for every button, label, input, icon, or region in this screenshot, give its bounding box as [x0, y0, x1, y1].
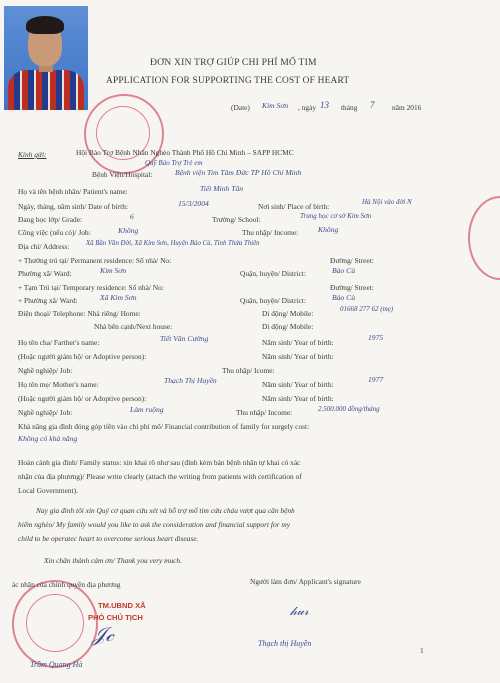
- temporary-ward-label: + Phường xã/ Ward:: [18, 296, 78, 305]
- mother-job: Làm ruộng: [130, 405, 164, 414]
- date-label: (Date): [231, 103, 250, 112]
- permanent-district-label: Quận, huyện/ District:: [240, 269, 306, 278]
- mother-yob: 1977: [368, 375, 384, 384]
- grade-value: 6: [130, 212, 134, 221]
- mobile-value: 01668 277 62 (mẹ): [340, 305, 394, 313]
- mother-guardian-label: (Hoặc người giám hộ/ or Adoptive person):: [18, 394, 147, 403]
- mobile-label: Di động/ Mobile:: [262, 309, 314, 318]
- temporary-ward: Xã Kim Sơn: [100, 293, 137, 302]
- address-value: Xã Bần Văn Đời, Xã Kim Sơn, Huyện Bảo Cù, Tỉnh Thừa Thiên: [86, 240, 260, 247]
- mother-job-label: Nghề nghiệp/ Job:: [18, 408, 73, 417]
- father-name-label: Họ tên cha/ Farther's name:: [18, 338, 100, 347]
- temporary-district-label: Quận, huyện/ District:: [240, 296, 306, 305]
- official-seal-bottom: [12, 580, 98, 668]
- mother-yob-label: Năm sinh/ Year of birth:: [262, 380, 334, 389]
- addressee-org: Hội Bảo Trợ Bệnh Nhân Nghèo Thành Phố Hồ Chí Minh – SAPP HCMC: [76, 148, 294, 157]
- father-yob: 1975: [368, 333, 384, 342]
- date-place: Kim Sơn: [262, 101, 289, 110]
- title-en: APPLICATION FOR SUPPORTING THE COST OF HEART: [106, 76, 350, 86]
- temporary-label: + Tạm Trú tại/ Temporary residence: Số nhà/ No:: [18, 283, 164, 292]
- day-label: , ngày: [298, 103, 317, 112]
- dob-label: Ngày, tháng, năm sinh/ Date of birth:: [18, 202, 128, 211]
- month-label: tháng: [341, 103, 358, 112]
- school-label: Trường/ School:: [212, 215, 261, 224]
- income-value: Không: [318, 225, 339, 234]
- applicant-name: Thạch thị Huyền: [258, 639, 312, 648]
- official-seal-right: [468, 196, 500, 280]
- status-line-2: nhận của địa phương)/ Please write clearly (attach the writing from patients with certification of: [18, 472, 302, 481]
- address-label: Địa chỉ/ Address:: [18, 242, 70, 251]
- official-signature: 𝒥𝒸: [92, 622, 114, 646]
- father-guardian-label: (Hoặc người giám hộ/ or Adoptive person):: [18, 352, 147, 361]
- request-line-1: Nay gia đình tôi xin Quý cơ quan cứu xét và hỗ trợ mổ tim cứu cháu vượt qua căn bệnh: [36, 506, 295, 515]
- financial-value: Không có khả năng: [18, 434, 78, 443]
- mother-income-label: Thu nhập/ Income:: [236, 408, 293, 417]
- mother-name-label: Họ tên mẹ/ Mother's name:: [18, 380, 99, 389]
- official-name: Trầm Quang Hà: [30, 660, 83, 669]
- applicant-label: Người làm đơn/ Applicant's signature: [250, 577, 361, 586]
- status-line-1: Hoàn cảnh gia đình/ Family status: xin khai rõ như sau (đính kèm bản bệnh nhân tự khai có xác: [18, 458, 301, 467]
- temporary-district: Bảo Cù: [332, 293, 355, 302]
- pob-label: Nơi sinh/ Place of birth:: [258, 202, 330, 211]
- page-number: 1: [420, 646, 424, 655]
- temporary-street-label: Đường/ Street:: [330, 283, 374, 292]
- school-value: Trung học cơ sở Kim Sơn: [300, 212, 372, 220]
- applicant-signature: 𝒽𝓊𝓇: [290, 604, 309, 618]
- addressee-fund: Quỹ Bảo Trợ Trẻ em: [145, 159, 203, 167]
- neighbor-label: Nhà bên cạnh/Next house:: [94, 322, 173, 331]
- applicant-photo: [4, 6, 88, 110]
- permanent-street-label: Đường/ Street:: [330, 256, 374, 265]
- father-income-label: Thu nhập/ Icome:: [222, 366, 275, 375]
- job-label: Công việc (nếu có)/ Job:: [18, 228, 91, 237]
- dob-value: 15/3/2004: [178, 199, 209, 208]
- status-line-3: Local Government).: [18, 486, 78, 495]
- title-vi: ĐƠN XIN TRỢ GIÚP CHI PHÍ MỔ TIM: [150, 57, 317, 68]
- date-month: 7: [370, 100, 375, 110]
- home-phone-label: Điện thoại/ Telephone: Nhà riêng/ Home:: [18, 309, 141, 318]
- thanks-text: Xin chân thành cảm ơn/ Thank you very much.: [44, 556, 182, 565]
- patient-name: Tiết Minh Tân: [200, 184, 244, 193]
- hospital-label: Bệnh Viện/Hospital:: [92, 170, 153, 179]
- father-yob-label: Năm sinh/ Year of birth:: [262, 338, 334, 347]
- grade-label: Đang học lớp/ Grade:: [18, 215, 83, 224]
- father-job-label: Nghề nghiệp/ Job:: [18, 366, 73, 375]
- hospital-value: Bệnh viện Tim Tâm Đức TP Hồ Chí Minh: [175, 168, 302, 177]
- request-line-2: hiểm nghèo/ My family would you like to ask the consideration and financial support for my: [18, 520, 290, 529]
- job-value: Không: [118, 226, 139, 235]
- permanent-label: + Thường trú tại/ Permanent residence: Số nhà/ No:: [18, 256, 172, 265]
- father-yob2-label: Năm sinh/ Year of birth:: [262, 352, 334, 361]
- date-day: 13: [320, 100, 329, 110]
- income-label: Thu nhập/ Income:: [242, 228, 299, 237]
- pob-value: Hà Nội vào đời N: [362, 198, 412, 206]
- financial-label: Khả năng gia đình đóng góp tiền vào chi phí mổ/ Financial contribution of family for surgely cost:: [18, 422, 310, 431]
- stamp-title-2: PHÓ CHỦ TỊCH: [88, 613, 143, 622]
- permanent-district: Bảo Cù: [332, 266, 355, 275]
- father-name: Tiết Văn Cường: [160, 334, 209, 343]
- mother-income: 2.500.000 đồng/tháng: [318, 405, 380, 413]
- addressee-label: Kính gửi:: [18, 150, 47, 159]
- stamp-title-1: TM.UBND XÃ: [98, 601, 146, 610]
- request-line-3: child to be operatec heart to overcome serious heart disease.: [18, 534, 199, 543]
- permanent-ward: Kim Sơn: [100, 266, 127, 275]
- year-label: năm 2016: [392, 103, 422, 112]
- patient-name-label: Họ và tên bệnh nhân/ Patient's name:: [18, 187, 128, 196]
- mobile2-label: Di động/ Mobile:: [262, 322, 314, 331]
- mother-name: Thạch Thị Huyền: [164, 376, 217, 385]
- mother-yob2-label: Năm sinh/ Year of birth:: [262, 394, 334, 403]
- permanent-ward-label: Phường xã/ Ward:: [18, 269, 72, 278]
- authority-label: ác nhận của chính quyền địa phương: [12, 580, 121, 589]
